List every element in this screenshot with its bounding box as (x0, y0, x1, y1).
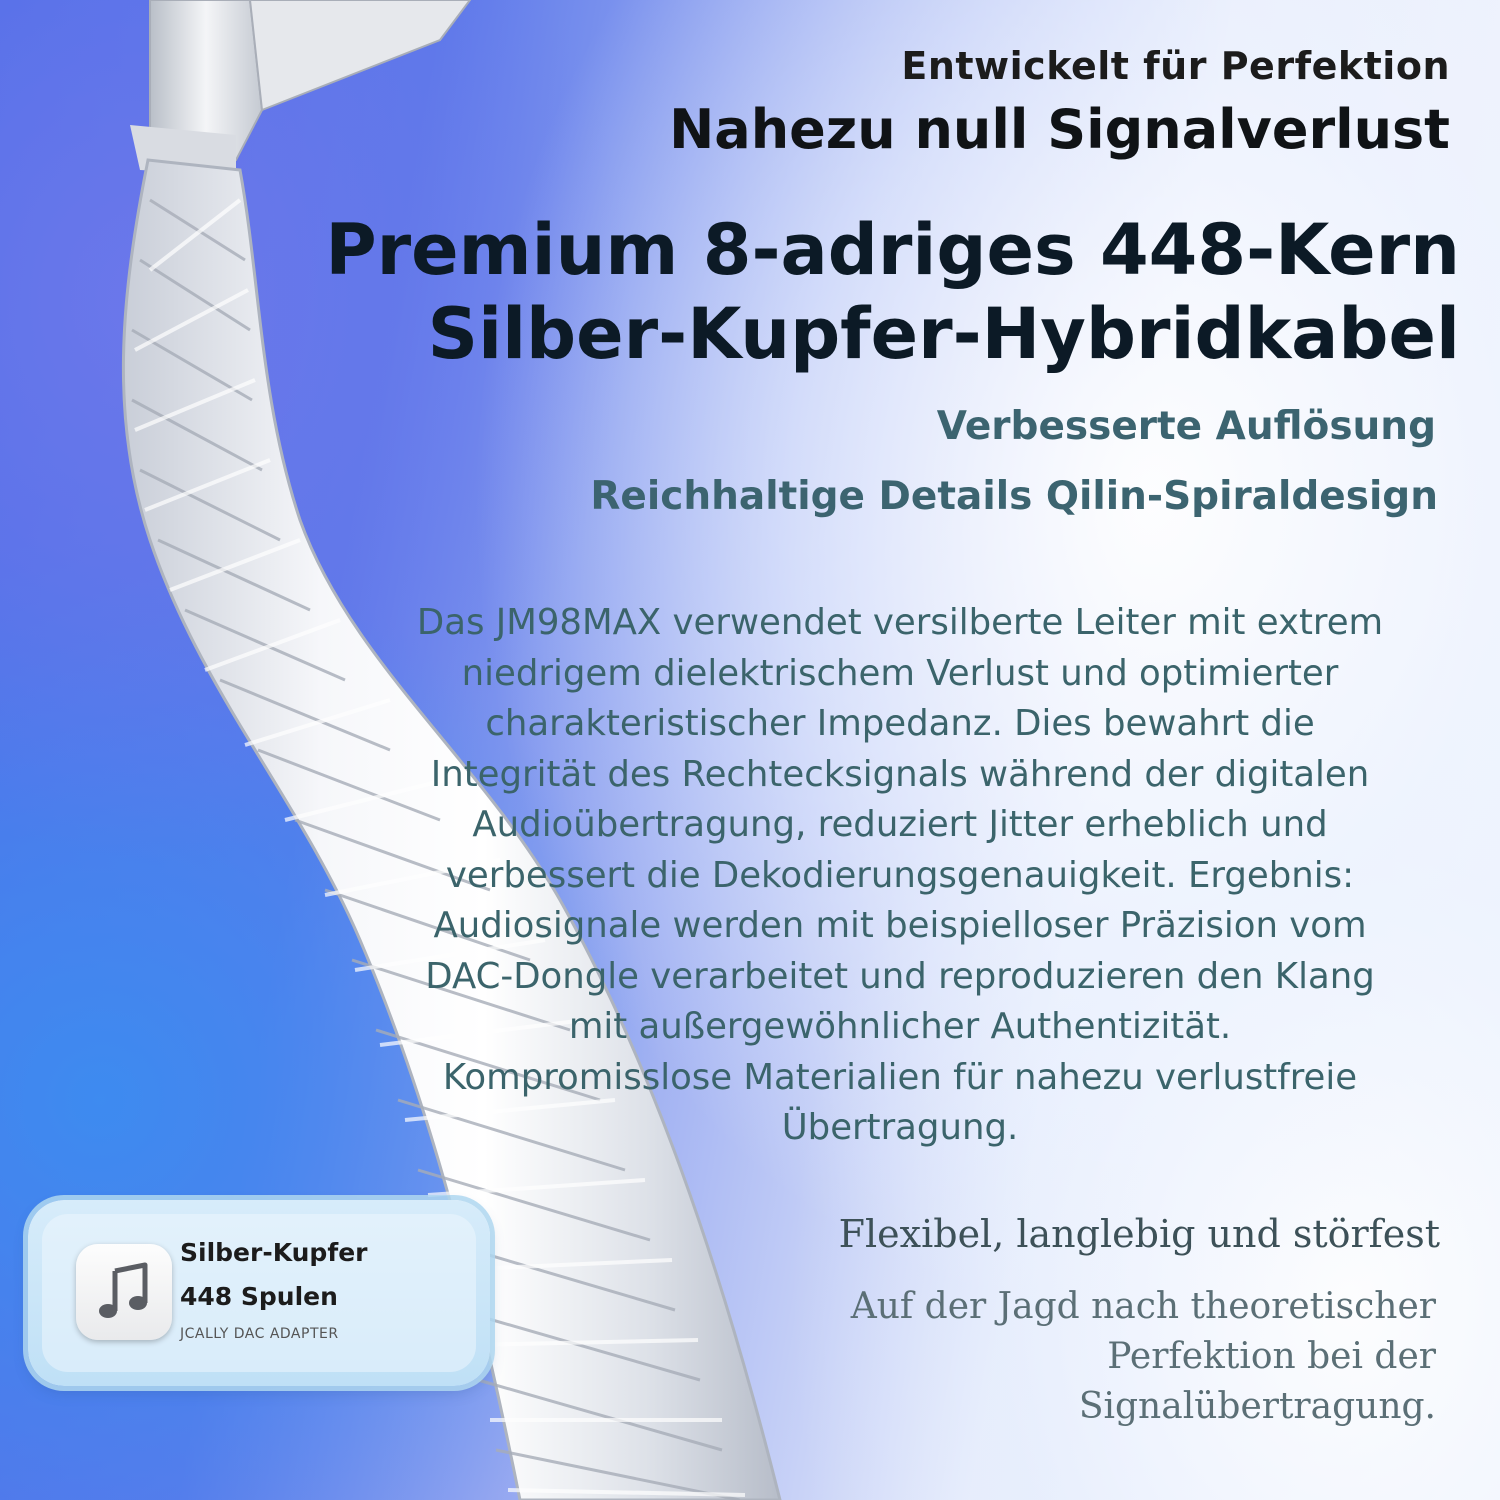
durability-line: Perfektion bei der (1107, 1336, 1436, 1377)
description-line: Kompromisslose Materialien für nahezu verlustfreie (442, 1056, 1358, 1098)
product-headline (160, 208, 1460, 376)
music-note-glyph (93, 1261, 155, 1323)
badge-brand: JCALLY DAC ADAPTER (180, 1326, 339, 1342)
headline-line-2: Silber-Kupfer-Hybridkabel (427, 293, 1460, 375)
badge-material: Silber-Kupfer (180, 1238, 368, 1267)
tagline-heading: Nahezu null Signalverlust (669, 98, 1450, 161)
eyebrow-heading: Entwickelt für Perfektion (901, 44, 1450, 88)
badge-coils: 448 Spulen (180, 1282, 338, 1311)
description-line: Übertragung. (781, 1107, 1019, 1148)
description-line: Audiosignale werden mit beispielloser Präzision vom (433, 905, 1367, 946)
durability-title: Flexibel, langlebig und störfest (838, 1212, 1440, 1256)
description-line: Audioübertragung, reduziert Jitter erheblich und (472, 804, 1328, 845)
music-note-icon (76, 1244, 172, 1340)
description-line: DAC-Dongle verarbeitet und reproduzieren den Klang (425, 955, 1375, 997)
feature-resolution: Verbesserte Auflösung (936, 404, 1436, 449)
durability-description (716, 1282, 1436, 1432)
description-paragraph (350, 598, 1450, 1154)
durability-line: Signalübertragung. (1078, 1386, 1436, 1427)
durability-line: Auf der Jagd nach theoretischer (850, 1286, 1436, 1327)
spec-badge (28, 1200, 490, 1386)
feature-details: Reichhaltige Details Qilin-Spiraldesign (590, 474, 1438, 519)
description-line: mit außergewöhnlicher Authentizität. (568, 1006, 1232, 1047)
description-line: niedrigem dielektrischem Verlust und optimierter (461, 652, 1339, 694)
description-line: Das JM98MAX verwendet versilberte Leiter mit extrem (416, 602, 1384, 643)
description-line: verbessert die Dekodierungsgenauigkeit. Ergebnis: (445, 854, 1355, 896)
description-line: charakteristischer Impedanz. Dies bewahrt die (485, 703, 1315, 744)
description-line: Integrität des Rechtecksignals während der digitalen (430, 753, 1370, 795)
headline-line-1: Premium 8-adriges 448-Kern (325, 209, 1460, 291)
